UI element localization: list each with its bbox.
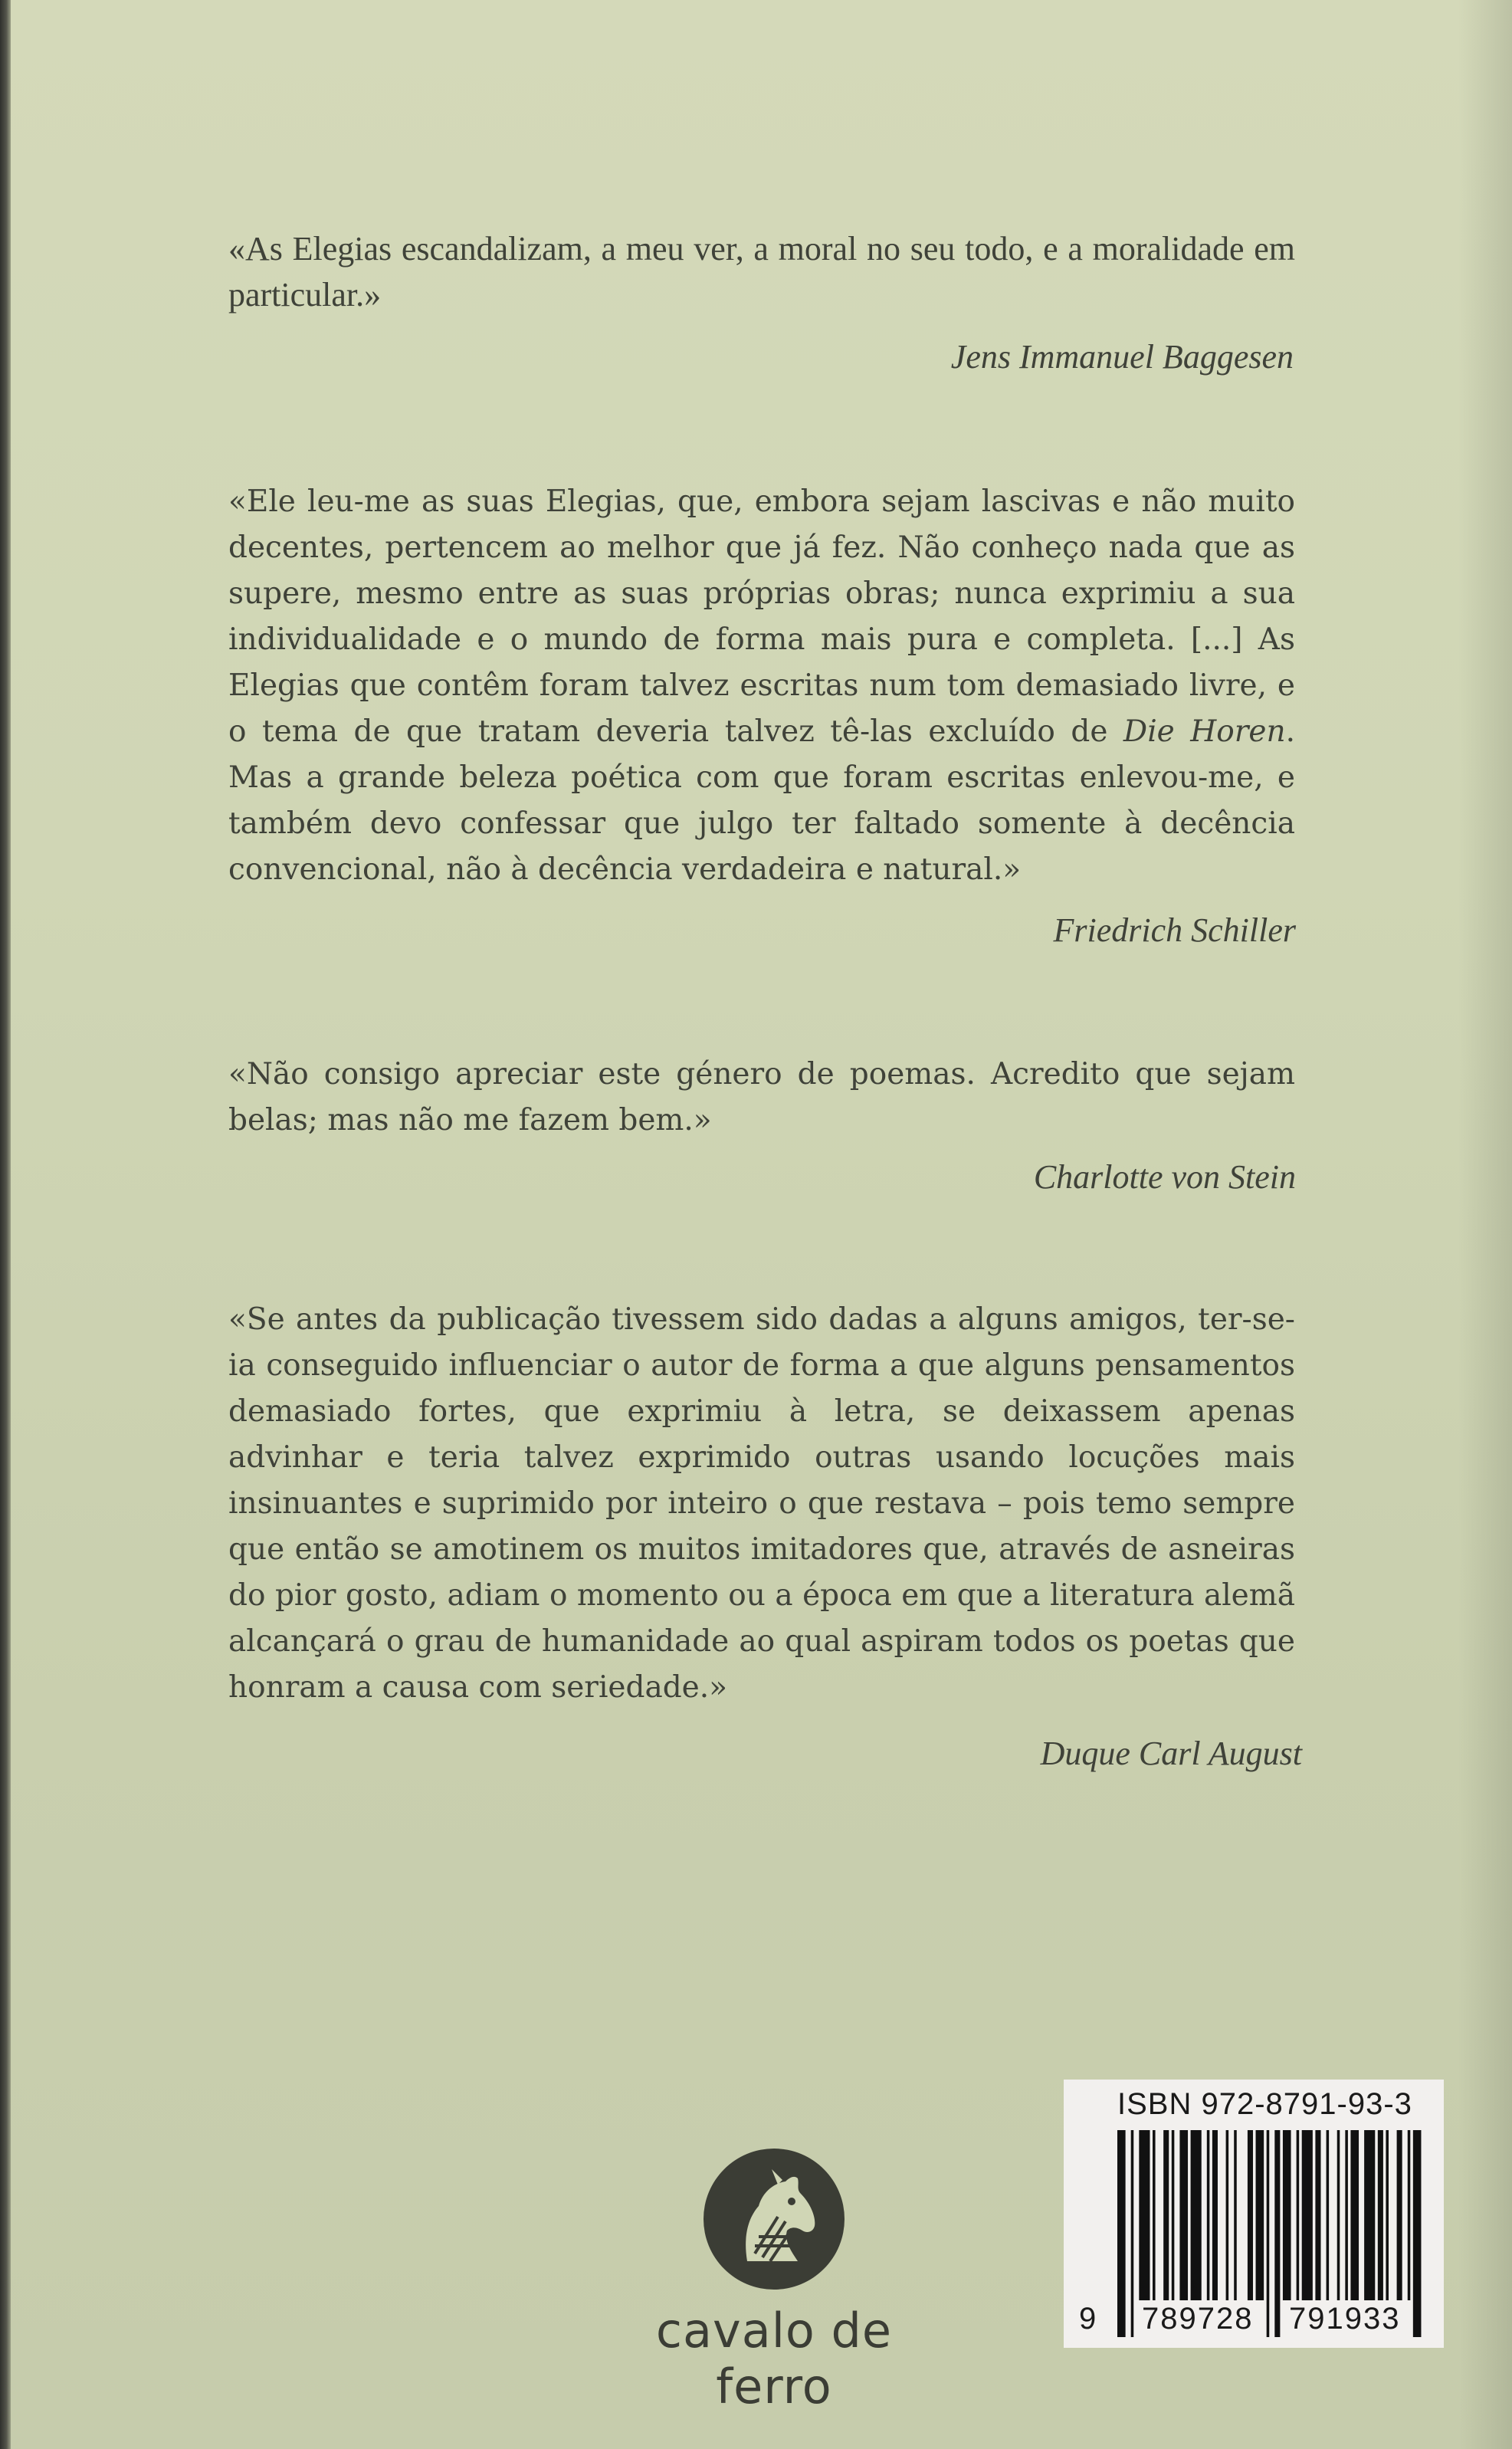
barcode-bar (1302, 2130, 1313, 2300)
journal-title: Die Horen (1123, 714, 1286, 749)
barcode-bar (1345, 2130, 1348, 2300)
quote-text: «Não consigo apreciar este género de poemas. Acredito que sejam belas; mas não me fazem bem.» (228, 1057, 1295, 1138)
quote-text: «Se antes da publicação tivessem sido dadas a alguns amigos, ter-se-ia conseguido influenciar o autor de forma a que alguns pensamentos demasiado fortes, que exprimiu à letra, se deixassem apenas advinhar e teria talvez exprimido outras usando locuções mais insinuantes e suprimido por inteiro o que restava – pois temo sempre que então se amotinem os muitos imitadores que, através de asneiras do pior gosto, adiam o momento ou a época em que a literatura alemã alcançará o grau de humanidade ao qual aspiram todos os poetas que honram a causa com seriedade.» (228, 1302, 1295, 1705)
barcode-bar (1117, 2130, 1126, 2337)
barcode-bar (1364, 2130, 1375, 2300)
quote-schiller (228, 479, 1295, 893)
barcode-bar (1153, 2130, 1156, 2300)
barcode-bar (1248, 2130, 1253, 2300)
barcode-bar (1207, 2130, 1210, 2300)
barcode-bar (1234, 2130, 1237, 2300)
barcode-bar (1131, 2130, 1134, 2337)
barcode-bar (1378, 2130, 1383, 2300)
barcode-bar (1267, 2130, 1270, 2337)
quote-text-part: . Mas a grande beleza poética com que foram escritas enlevou-me, e também devo confessar que julgo ter faltado somente à decência convencional, não à decência verdadeira e natural.» (228, 714, 1295, 887)
barcode-bar (1139, 2130, 1150, 2300)
cover-left-edge (0, 0, 11, 2449)
quote-von-stein (228, 1052, 1295, 1144)
barcode-bar (1212, 2130, 1218, 2300)
barcode-bar (1337, 2130, 1340, 2300)
barcode-bar (1179, 2130, 1188, 2300)
barcode-bar (1297, 2130, 1300, 2300)
barcode-bar (1408, 2130, 1411, 2300)
quote-text-part: «Ele leu-me as suas Elegias, que, embora sejam lascivas e não muito decentes, pertencem ao melhor que já fez. Não conheço nada que as supere, mesmo entre as suas próprias obras; nunca exprimiu a sua individualidade e o mundo de forma mais pura e completa. [...] As Elegias que contêm foram talvez escritas num tom demasiado livre, e o tema de que tratam deveria talvez tê-las excluído de (228, 484, 1295, 749)
quote-author-schiller: Friedrich Schiller (1053, 911, 1296, 949)
barcode-bar (1315, 2130, 1320, 2300)
barcode-bar (1274, 2130, 1280, 2337)
horse-head-logo-icon (701, 2146, 847, 2292)
barcode-bar (1283, 2130, 1291, 2300)
barcode-bar (1191, 2130, 1202, 2300)
ean-right-group: 791933 (1286, 2302, 1403, 2336)
quote-author-von-stein: Charlotte von Stein (1033, 1158, 1296, 1196)
publisher-block (613, 2146, 935, 2415)
quote-carl-august (228, 1297, 1295, 1711)
barcode-bar (1226, 2130, 1229, 2300)
quote-text: «As Elegias escandalizam, a meu ver, a moral no seu todo, e a moralidade em particular.» (228, 230, 1295, 314)
cover-right-shadow (1458, 0, 1512, 2449)
isbn-number: ISBN 972-8791-93-3 (1117, 2087, 1412, 2121)
quote-text (228, 479, 1295, 893)
quote-baggesen (228, 226, 1295, 318)
barcode-bar (1163, 2130, 1169, 2300)
quote-author-carl-august: Duque Carl August (1040, 1735, 1302, 1772)
barcode-bar (1413, 2130, 1422, 2337)
barcode-bar (1172, 2130, 1175, 2300)
ean-left-group: 789728 (1139, 2302, 1256, 2336)
barcode-bar (1350, 2130, 1359, 2300)
barcode-bar (1327, 2130, 1330, 2300)
barcode-bar (1386, 2130, 1389, 2300)
quote-author-baggesen: Jens Immanuel Baggesen (950, 338, 1294, 376)
ean-first-digit: 9 (1079, 2302, 1097, 2336)
barcode-label (1064, 2080, 1444, 2348)
barcode-bar (1256, 2130, 1264, 2300)
publisher-name: cavalo de ferro (655, 2303, 893, 2415)
barcode-bar (1397, 2130, 1402, 2300)
